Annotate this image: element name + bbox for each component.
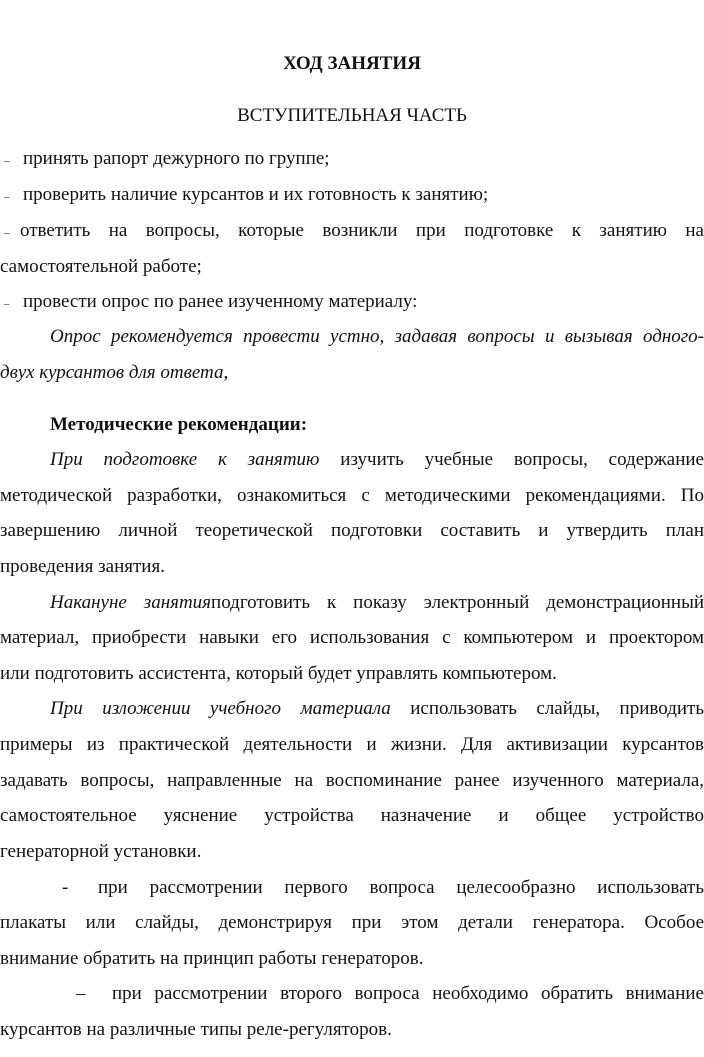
paragraph-line: задавать вопросы, направленные на воспоминание ранее изученного материала, <box>0 770 704 791</box>
bullet-dash: – <box>4 155 10 167</box>
paragraph-line: или подготовить ассистента, который будет управлять компьютером. <box>0 663 557 684</box>
paragraph-text: использовать слайды, приводить <box>410 698 704 719</box>
page-title: ХОД ЗАНЯТИЯ <box>283 53 421 74</box>
paragraph-text: подготовить к показу электронный демонстрационный <box>211 592 704 613</box>
paragraph-lead: Накануне занятия <box>50 592 212 613</box>
survey-note-line: Опрос рекомендуется провести устно, задавая вопросы и вызывая одного- <box>50 326 704 347</box>
paragraph-line: материал, приобрести навыки его использования с компьютером и проектором <box>0 627 704 648</box>
paragraph-line: при рассмотрении первого вопроса целесообразно использовать <box>98 877 704 898</box>
paragraph-lead: При изложении учебного материала <box>50 698 391 719</box>
paragraph-line <box>50 698 704 720</box>
paragraph-text: изучить учебные вопросы, содержание <box>340 449 704 470</box>
paragraph-lead: При подготовке к занятию <box>50 449 320 470</box>
bullet-dash: – <box>4 191 10 203</box>
paragraph-line: примеры из практической деятельности и жизни. Для активизации курсантов <box>0 734 704 755</box>
paragraph-dash: - <box>62 877 69 898</box>
paragraph-line: методической разработки, ознакомиться с методическими рекомендациями. По <box>0 485 704 506</box>
bullet-item-2: проверить наличие курсантов и их готовность к занятию; <box>23 184 489 205</box>
bullet-dash: – <box>4 227 10 239</box>
bullet-dash: – <box>4 298 10 310</box>
paragraph-line: при рассмотрении второго вопроса необходимо обратить внимание <box>112 983 704 1004</box>
paragraph-line: курсантов на различные типы реле-регуляторов. <box>0 1019 392 1040</box>
paragraph-dash: – <box>76 983 86 1004</box>
bullet-item-3: ответить на вопросы, которые возникли при подготовке к занятию на <box>20 220 704 241</box>
survey-note-line: двух курсантов для ответа, <box>0 362 229 383</box>
paragraph-line: генераторной установки. <box>0 841 202 862</box>
bullet-item-3-cont: самостоятельной работе; <box>0 256 202 277</box>
paragraph-line <box>50 592 704 614</box>
section-heading: ВСТУПИТЕЛЬНАЯ ЧАСТЬ <box>237 105 467 126</box>
paragraph-line: плакаты или слайды, демонстрируя при этом детали генератора. Особое <box>0 912 704 933</box>
method-heading: Методические рекомендации: <box>50 414 308 435</box>
paragraph-line: проведения занятия. <box>0 556 165 577</box>
paragraph-line: внимание обратить на принцип работы генераторов. <box>0 948 424 969</box>
paragraph-line: завершению личной теоретической подготовки составить и утвердить план <box>0 520 704 541</box>
bullet-item-1: принять рапорт дежурного по группе; <box>23 148 330 169</box>
paragraph-line: самостоятельное уяснение устройства назначение и общее устройство <box>0 805 704 826</box>
bullet-item-4: провести опрос по ранее изученному материалу: <box>23 291 418 312</box>
paragraph-line <box>50 449 704 471</box>
